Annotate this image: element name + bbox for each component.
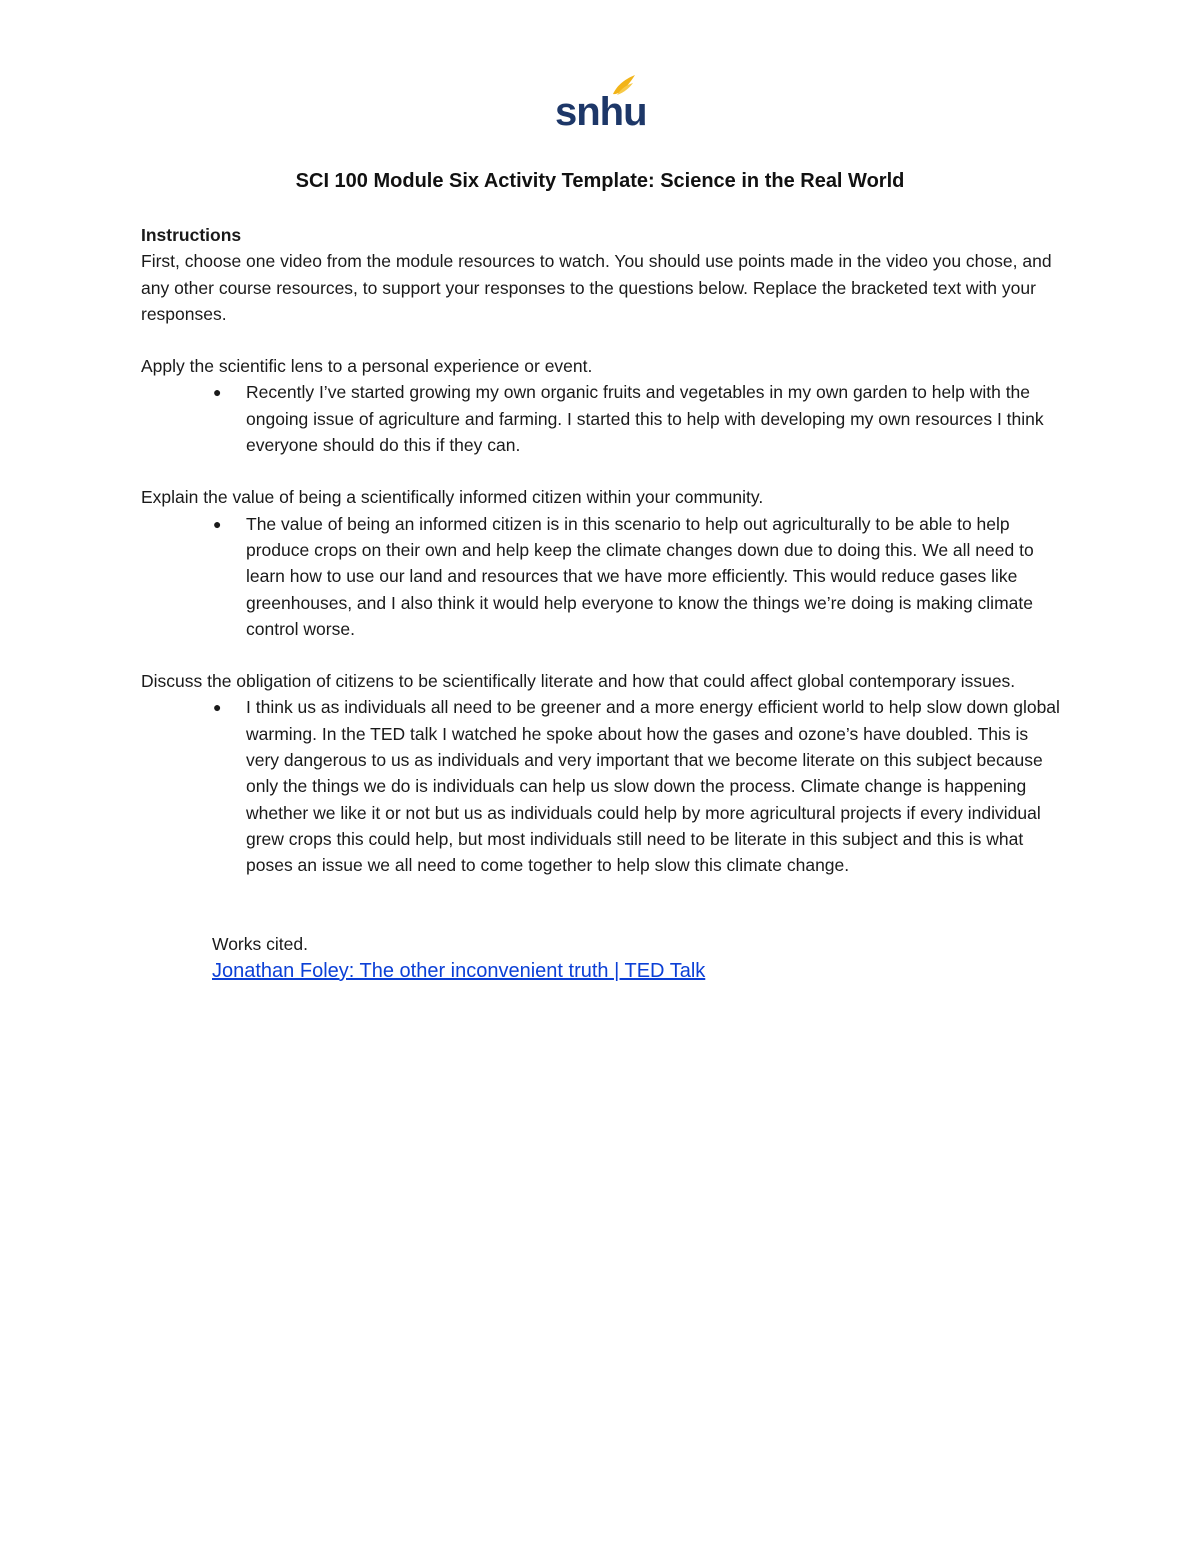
question-prompt-2: Explain the value of being a scientifically informed citizen within your community. [141, 487, 764, 508]
answer-list-1 [141, 379, 1066, 458]
works-cited-label: Works cited. [212, 933, 308, 954]
answer-text-3: I think us as individuals all need to be greener and a more energy efficient world to help slow down global warming. In the TED talk I watched he spoke about how the gases and ozone’s have doubled. This is very dangerous to us as individuals and very important that we become literate on this subject because only the things we do is individuals can help us slow down the process. Climate change is happening whether we like it or not but us as individuals could help by more agricultural projects if every individual grew crops this could help, but most individuals still need to be literate in this subject and this is what poses an issue we all need to come together to help slow this climate change. [246, 697, 1060, 876]
answer-list-3 [141, 694, 1066, 878]
answer-item-1 [141, 379, 1066, 458]
bullet-icon: ● [213, 699, 222, 716]
spacer [141, 879, 1066, 905]
spacer [141, 458, 1066, 484]
spacer [141, 905, 1066, 931]
document-body [141, 222, 1066, 985]
question-prompt-1: Apply the scientific lens to a personal experience or event. [141, 356, 593, 377]
answer-text-2: The value of being an informed citizen is in this scenario to help out agriculturally to be able to help produce crops on their own and help keep the climate changes down due to doing this. We all need to learn how to use our land and resources that we have more efficiently. This would reduce gases like greenhouses, and I also think it would help everyone to know the things we’re doing is making climate control worse. [246, 513, 1034, 639]
logo-wordmark: snhu [555, 90, 647, 134]
answer-text-1: Recently I’ve started growing my own organic fruits and vegetables in my own garden to help with the ongoing issue of agriculture and farming. I started this to help with developing my own resources I think everyone should do this if they can. [246, 382, 1044, 456]
answer-item-3 [141, 694, 1066, 878]
bullet-icon: ● [213, 515, 222, 532]
spacer [141, 327, 1066, 353]
bullet-icon: ● [213, 384, 222, 401]
snhu-logo [555, 74, 647, 134]
answer-list-2 [141, 511, 1066, 642]
instructions-heading: Instructions [141, 225, 242, 245]
document-title: SCI 100 Module Six Activity Template: Science in the Real World [295, 170, 905, 192]
question-prompt-3: Discuss the obligation of citizens to be scientifically literate and how that could affect global contemporary issues. [141, 671, 1016, 692]
spacer [141, 642, 1066, 668]
works-cited-link[interactable]: Jonathan Foley: The other inconvenient truth | TED Talk [212, 959, 706, 982]
instructions-text: First, choose one video from the module resources to watch. You should use points made in the video you chose, and any other course resources, to support your responses to the questions below. Replace the bracketed text with your responses. [141, 251, 1052, 324]
answer-item-2 [141, 511, 1066, 642]
